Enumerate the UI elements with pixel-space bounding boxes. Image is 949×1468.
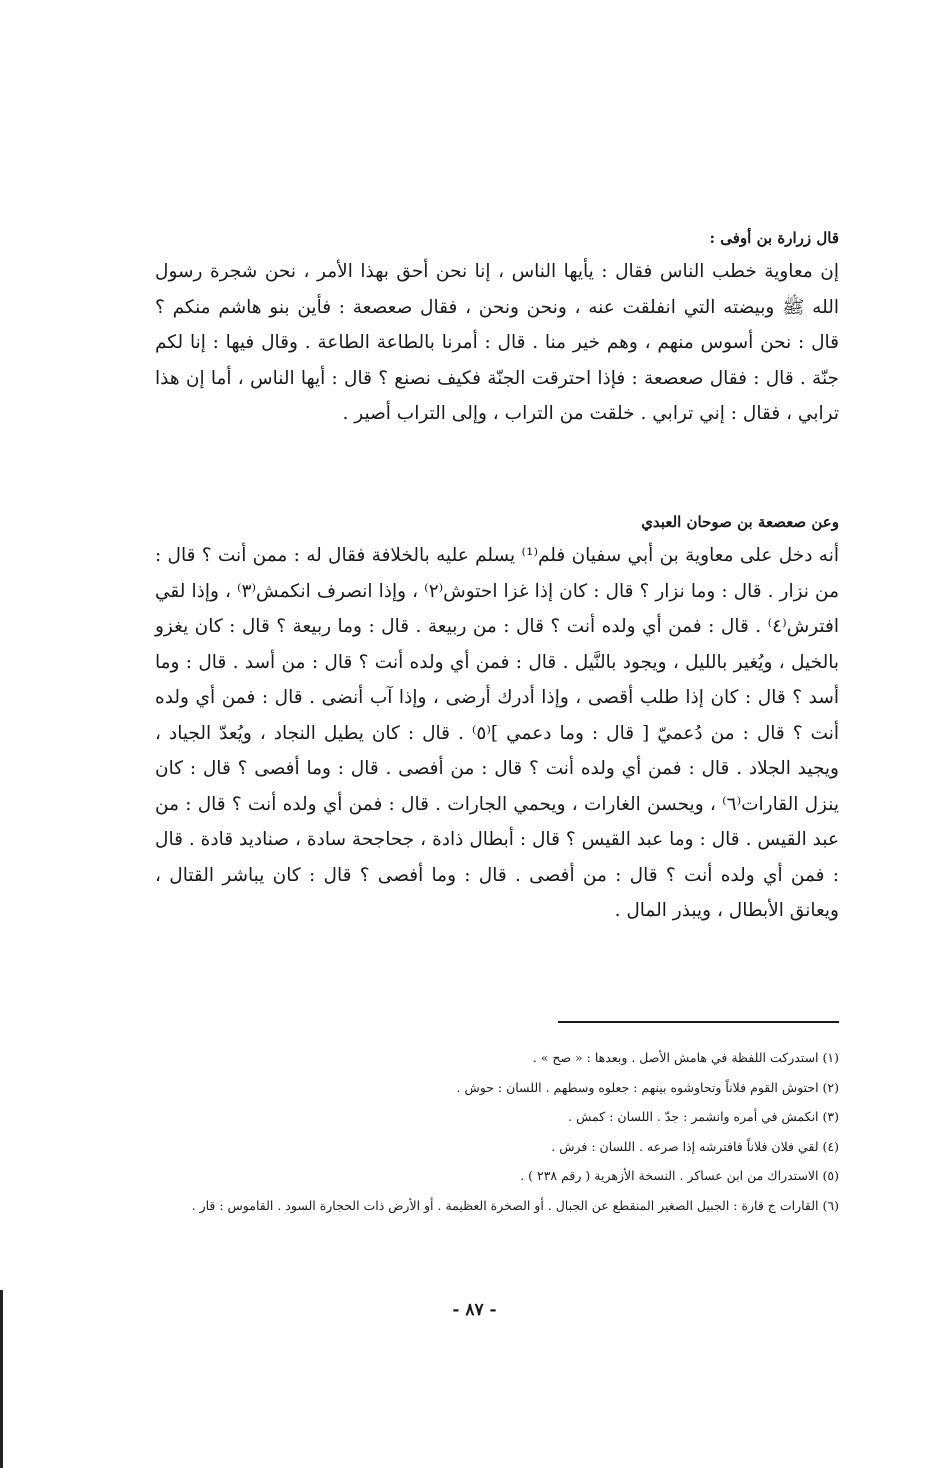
body-paragraph: أنه دخل على معاوية بن أبي سفيان فلم⁽¹⁾ يسلم عليه بالخلافة فقال له : ممن أنت ؟ قال : من نزار . قال : وما نزار ؟ قال : كان إذا غزا احتوش⁽٢⁾ ، وإذا انصرف انكمش⁽٣⁾ ، وإذا لقي افترش⁽٤⁾ . قال : فمن أي ولده أنت ؟ قال : من ربيعة . قال : وما ربيعة ؟ قال : كان يغزو بالخيل ، ويُغير بالليل ، ويجود بالنَّيل . قال : فمن أي ولده أنت ؟ قال : من أسد . قال : وما أسد ؟ قال : كان إذا طلب أقصى ، وإذا أدرك أرضى ، وإذا آب أنضى . قال : فمن أي ولده أنت ؟ قال : من دُعميّ [ قال : وما دعمي ]⁽٥⁾ . قال : كان يطيل النجاد ، ويُعدّ الجياد ، ويجيد الجلاد . قال : فمن أي ولده أنت ؟ قال : من أفصى . قال : وما أفصى ؟ قال : كان ينزل القارات⁽٦⁾ ، ويحسن الغارات ، ويحمي الجارات . قال : فمن أي ولده أنت ؟ قال : من عبد القيس . قال : وما عبد القيس ؟ قال : أبطال ذادة ، جحاجحة سادة ، صناديد قادة . قال : فمن أي ولده أنت ؟ قال : من أفصى . قال : وما أفصى ؟ قال : كان يباشر القتال ، ويعانق الأبطال ، ويبذر المال . — [155, 545, 839, 921]
section-sasaa — [155, 512, 839, 929]
footnote-divider — [558, 1021, 839, 1023]
footnote-item: (٢) احتوش القوم فلاناً وتحاوشوه بينهم : جعلوه وسطهم . اللسان : حوش . — [456, 1079, 839, 1095]
section-zurara — [155, 228, 839, 432]
footnote-item: (٤) لقي فلان فلاناً فافترشه إذا صرعه . اللسان : فرش . — [551, 1138, 839, 1154]
section-heading: قال زرارة بن أوفى : — [709, 229, 839, 247]
scan-edge-line — [0, 1290, 3, 1468]
footnotes — [155, 1043, 839, 1220]
section-heading: وعن صعصعة بن صوحان العبدي — [641, 513, 839, 531]
footnote-item: (٦) القارات ج قارة : الجبيل الصغير المنقطع عن الجبال . أو الصخرة العظيمة . أو الأرض ذات الحجارة السود . القاموس : قار . — [191, 1197, 839, 1213]
footnote-item: (٣) انكمش في أمره وانشمر : جدّ . اللسان : كمش . — [568, 1109, 839, 1124]
footnote-item: (١) استدركت اللفظة في هامش الأصل . وبعدها : « صح » . — [532, 1050, 839, 1065]
body-paragraph: إن معاوية خطب الناس فقال : يأيها الناس ، إنا نحن أحق بهذا الأمر ، نحن شجرة رسول الله ﷺ وبيضته التي انفلقت عنه ، ونحن ونحن ، فقال صعصعة : فأين بنو هاشم منكم ؟ قال : نحن أسوس منهم ، وهم خير منا . قال : أمرنا بالطاعة الطاعة . وقال فيها : إنا لكم جنّة . قال : فقال صعصعة : فإذا احترقت الجنّة فكيف نصنع ؟ قال : أيها الناس ، أما إن هذا ترابي ، فقال : إني ترابي . خلقت من التراب ، وإلى التراب أصير . — [155, 261, 839, 424]
page-number: - ٨٧ - — [452, 1300, 497, 1320]
footnote-item: (٥) الاستدراك من ابن عساكر . النسخة الأزهرية ( رقم ٢٣٨ ) . — [520, 1168, 839, 1183]
